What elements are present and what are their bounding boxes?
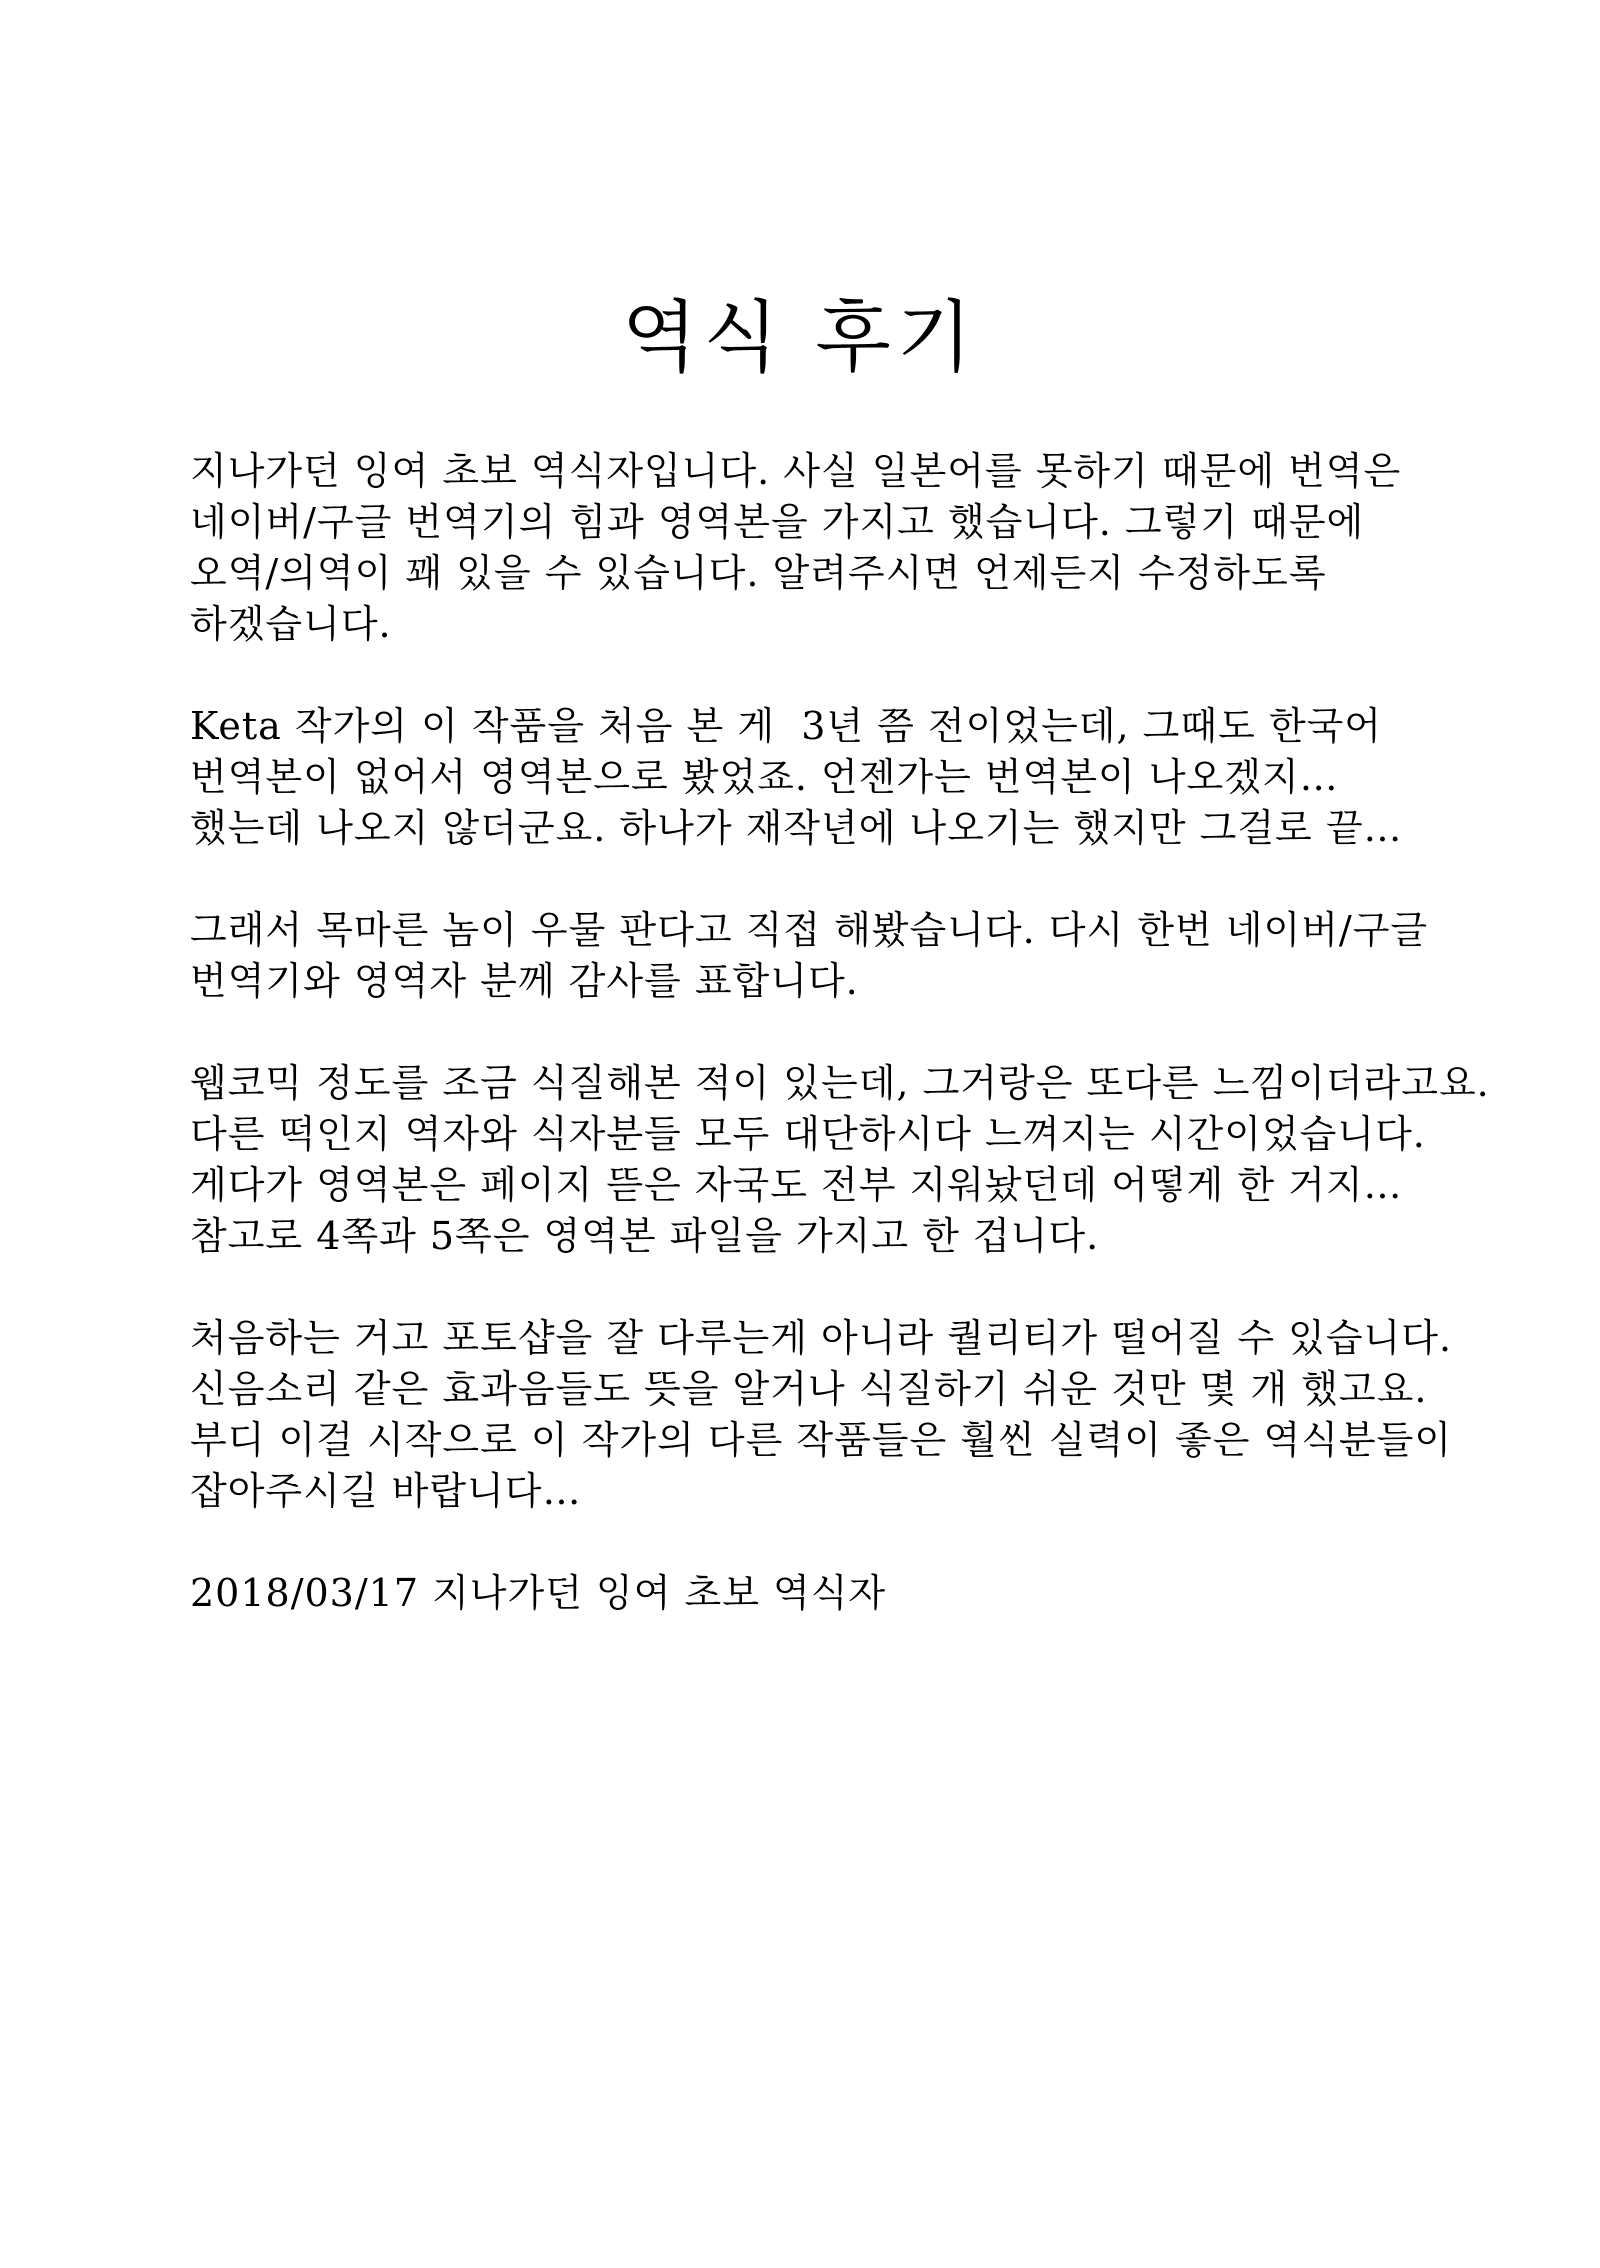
paragraph-line: 참고로 4쪽과 5쪽은 영역본 파일을 가지고 한 겁니다. [190, 1214, 1100, 1258]
paragraph-line: 신음소리 같은 효과음들도 뜻을 알거나 식질하기 쉬운 것만 몇 개 했고요. [190, 1367, 1428, 1411]
paragraph-line: 번역본이 없어서 영역본으로 봤었죠. 언젠가는 번역본이 나오겠지… [190, 755, 1339, 799]
paragraph-line: 처음하는 거고 포토샵을 잘 다루는게 아니라 퀄리티가 떨어질 수 있습니다. [190, 1316, 1453, 1360]
paragraph-line: Keta 작가의 이 작품을 처음 본 게 3년 쯤 전이었는데, 그때도 한국어 [190, 704, 1382, 748]
paragraph-3 [190, 905, 1470, 1007]
paragraph-line: 부디 이걸 시작으로 이 작가의 다른 작품들은 훨씬 실력이 좋은 역식분들이 [190, 1418, 1453, 1462]
paragraph-5 [190, 1313, 1470, 1517]
paragraph-line: 오역/의역이 꽤 있을 수 있습니다. 알려주시면 언제든지 수정하도록 [190, 551, 1327, 595]
signature-line: 2018/03/17 지나가던 잉여 초보 역식자 [190, 1571, 887, 1615]
paragraph-line: 그래서 목마른 놈이 우물 판다고 직접 해봤습니다. 다시 한번 네이버/구글 [190, 908, 1429, 952]
paragraph-line: 했는데 나오지 않더군요. 하나가 재작년에 나오기는 했지만 그걸로 끝… [190, 806, 1403, 850]
paragraph-4 [190, 1058, 1490, 1262]
paragraph-line: 다른 떡인지 역자와 식자분들 모두 대단하시다 느껴지는 시간이었습니다. [190, 1112, 1426, 1156]
paragraph-line: 번역기와 영역자 분께 감사를 표합니다. [190, 959, 859, 1003]
paragraph-2 [190, 701, 1470, 854]
paragraph-line: 게다가 영역본은 페이지 뜯은 자국도 전부 지워놨던데 어떻게 한 거지… [190, 1163, 1403, 1207]
page-title: 역식 후기 [621, 293, 979, 384]
paragraph-line: 지나가던 잉여 초보 역식자입니다. 사실 일본어를 못하기 때문에 번역은 [190, 449, 1402, 493]
paragraph-line: 하겠습니다. [190, 602, 392, 646]
paragraph-1 [190, 446, 1470, 650]
paragraph-line: 네이버/구글 번역기의 힘과 영역본을 가지고 했습니다. 그렇기 때문에 [190, 500, 1365, 544]
paragraph-line: 잡아주시길 바랍니다… [190, 1469, 582, 1513]
document-body [190, 446, 1490, 1619]
paragraph-line: 웹코믹 정도를 조금 식질해본 적이 있는데, 그거랑은 또다른 느낌이더라고요. [190, 1061, 1490, 1105]
